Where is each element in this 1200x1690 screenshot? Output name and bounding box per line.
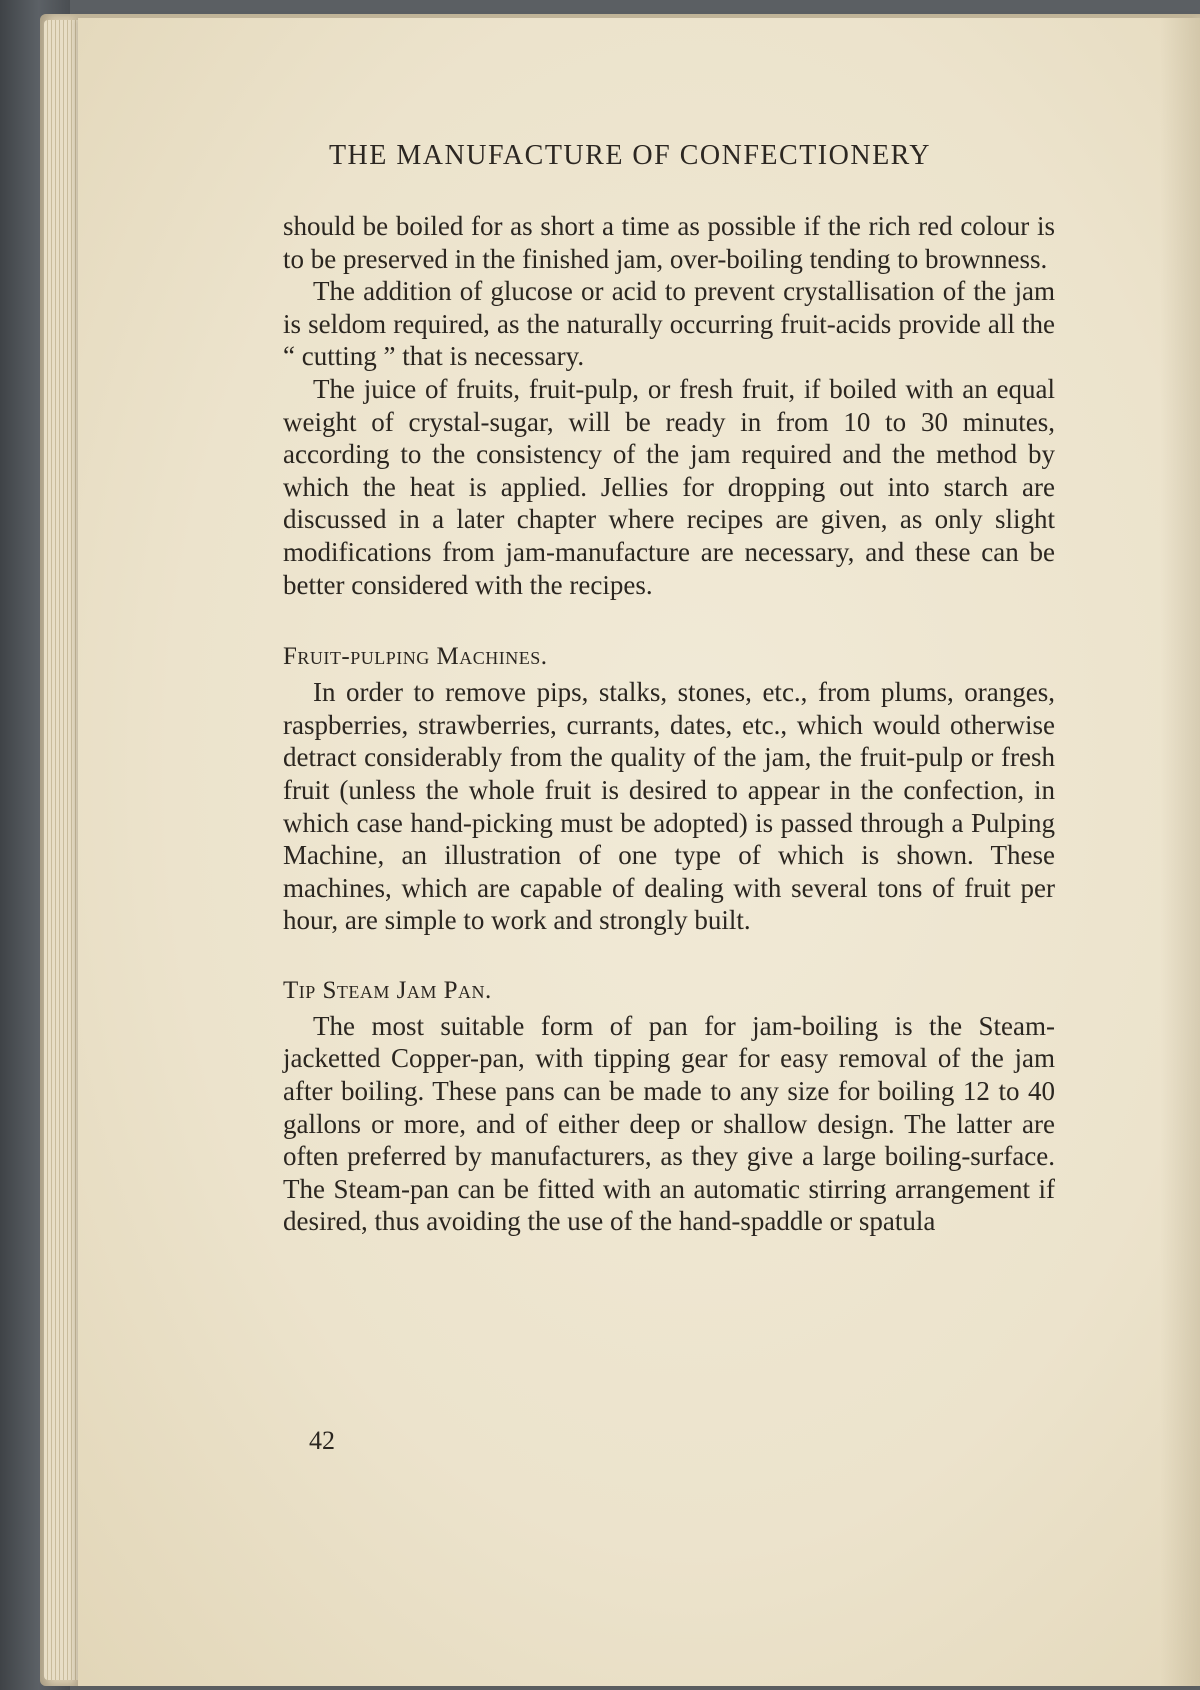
body-text xyxy=(283,210,1055,1238)
running-title: THE MANUFACTURE OF CONFECTIONERY xyxy=(328,140,932,171)
paragraph-3: The juice of fruits, fruit-pulp, or fresh fruit, if boiled with an equal weight of crystal-sugar, will be ready in from 10 to 30 minutes, according to the consistency of the jam required and the method by which the heat is applied. Jellies for dropping out into starch are discussed in a later chapter where recipes are given, as only slight modifications from jam-manufacture are necessary, and these can be better considered with the recipes. xyxy=(283,373,1055,600)
paragraph-5: The most suitable form of pan for jam-boiling is the Steam-jacketted Copper-pan, with tipping gear for easy removal of the jam after boiling. These pans can be made to any size for boiling 12 to 40 gallons or more, and of either deep or shallow design. The latter are often preferred by manufacturers, as they give a large boiling-surface. The Steam-pan can be fitted with an automatic stirring arrangement if desired, thus avoiding the use of the hand-spaddle or spatula xyxy=(283,1010,1055,1237)
paragraph-2: The addition of glucose or acid to prevent crystallisation of the jam is seldom required, as the naturally occurring fruit-acids provide all the “ cutting ” that is necessary. xyxy=(283,276,1055,372)
paragraph-1: should be boiled for as short a time as possible if the rich red colour is to be preserved in the finished jam, over-boiling tending to brownness. xyxy=(283,211,1055,274)
section-heading-tip-steam-jam-pan: Tip Steam Jam Pan. xyxy=(283,976,492,1004)
section-heading-fruit-pulping: Fruit-pulping Machines. xyxy=(283,643,548,671)
page-number: 42 xyxy=(309,1426,335,1455)
paragraph-4: In order to remove pips, stalks, stones, etc., from plums, oranges, raspberries, strawberries, currants, dates, etc., which would otherwise detract considerably from the quality of the jam, the fruit-pulp or fresh fruit (unless the whole fruit is desired to appear in the confection, in which case hand-picking must be adopted) is passed through a Pulping Machine, an illustration of one type of which is shown. These machines, which are capable of dealing with several tons of fruit per hour, are simple to work and strongly built. xyxy=(283,677,1055,936)
